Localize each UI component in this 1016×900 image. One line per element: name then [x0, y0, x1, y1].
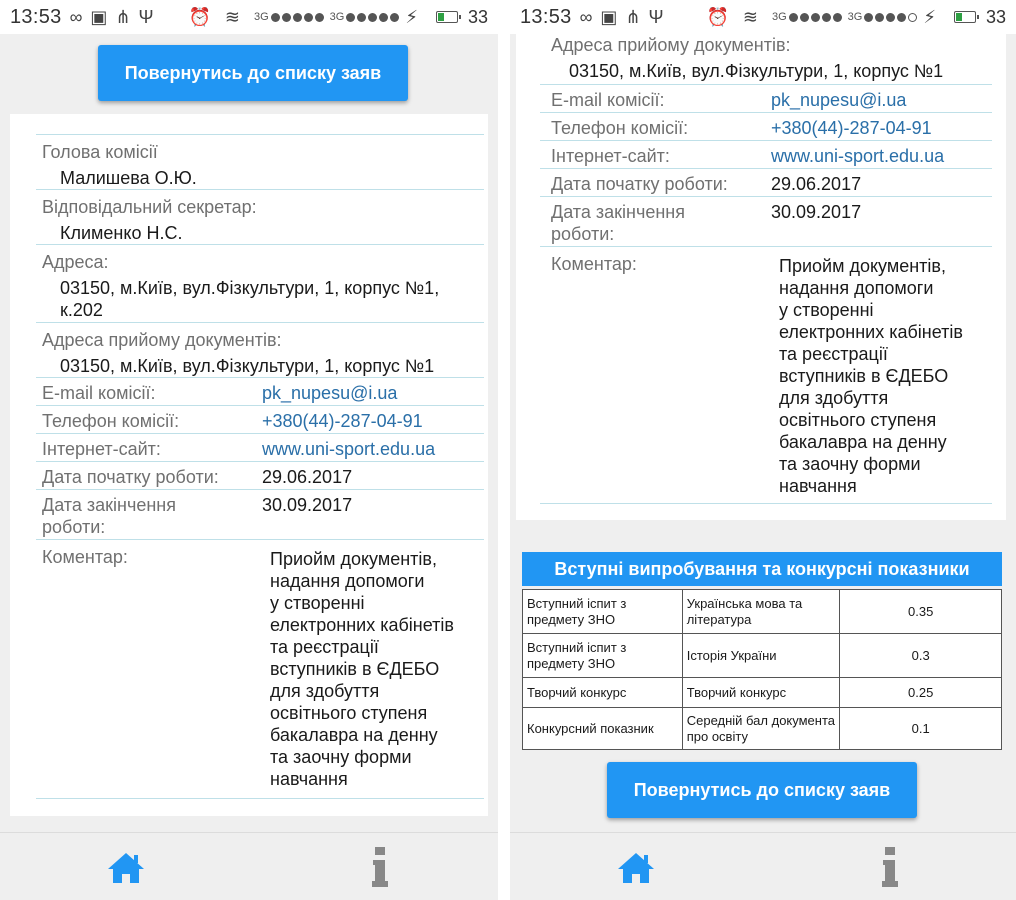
email-label: E-mail комісії:	[551, 90, 665, 110]
row-end-date	[36, 489, 484, 539]
bottom-nav	[510, 832, 1016, 900]
docs-address-label: Адреса прийому документів:	[551, 35, 791, 55]
signal-2	[330, 11, 400, 23]
status-time: 13:53	[10, 5, 62, 28]
comment-label: Коментар:	[551, 254, 637, 274]
address-label: Адреса:	[42, 252, 109, 272]
row-site	[540, 140, 992, 168]
signal-2	[848, 11, 918, 23]
exam-weight-cell: 0.1	[840, 708, 1002, 750]
site-label: Інтернет-сайт:	[42, 439, 161, 459]
commission-card-continued	[516, 34, 1006, 520]
signal-1	[772, 11, 842, 23]
start-date-value: 29.06.2017	[262, 467, 353, 487]
head-label: Голова комісії	[42, 142, 158, 162]
charging-icon: ⚡	[923, 7, 936, 27]
exam-type-cell: Творчий конкурс	[523, 678, 683, 708]
status-bar	[0, 0, 498, 34]
end-date-value: 30.09.2017	[262, 495, 353, 515]
comment-line: навчання	[270, 769, 348, 789]
comment-line: та реєстрації	[779, 344, 888, 364]
site-link[interactable]: www.uni-sport.edu.ua	[262, 439, 436, 459]
comment-line: надання допомоги	[779, 278, 934, 298]
email-link[interactable]: pk_nupesu@i.ua	[262, 383, 398, 403]
exam-weight-cell: 0.35	[840, 590, 1002, 634]
row-email	[540, 84, 992, 112]
row-email	[36, 377, 484, 405]
image-icon: ▣	[90, 7, 108, 27]
share-icon: ⋔	[115, 7, 131, 27]
exam-subject-cell: Середній бал документа про освіту	[682, 708, 840, 750]
comment-line: вступників в ЄДЕБО	[270, 659, 440, 679]
screen-left	[0, 0, 498, 900]
battery-icon	[954, 11, 976, 23]
secretary-label: Відповідальний секретар:	[42, 197, 257, 217]
battery-icon	[436, 11, 458, 23]
home-icon[interactable]	[106, 851, 146, 885]
secretary-value: Клименко Н.С.	[60, 223, 183, 243]
usb-icon: Ψ	[138, 7, 154, 27]
comment-line: та заочну форми	[779, 454, 921, 474]
alarm-icon: ⏰	[706, 7, 729, 27]
status-time: 13:53	[520, 5, 572, 28]
row-phone	[540, 112, 992, 140]
comment-line: надання допомоги	[270, 571, 425, 591]
infinity-icon: ∞	[69, 7, 83, 27]
address-value-line2: к.202	[60, 300, 103, 320]
phone-label: Телефон комісії:	[42, 411, 180, 431]
phone-label: Телефон комісії:	[551, 118, 689, 138]
end-date-label-line1: Дата закінчення	[42, 495, 176, 515]
start-date-value: 29.06.2017	[771, 174, 862, 194]
battery-level: 33	[985, 6, 1006, 27]
row-comment	[540, 246, 992, 504]
comment-value	[270, 548, 454, 790]
usb-icon: Ψ	[648, 7, 664, 27]
row-site	[36, 433, 484, 461]
site-link[interactable]: www.uni-sport.edu.ua	[771, 146, 945, 166]
comment-line: у створенні	[779, 300, 874, 320]
site-label: Інтернет-сайт:	[551, 146, 670, 166]
comment-line: для здобуття	[270, 681, 380, 701]
exam-subject-cell: Українська мова та література	[682, 590, 840, 634]
comment-line: для здобуття	[779, 388, 889, 408]
exam-subject-cell: Історія України	[682, 634, 840, 678]
back-to-list-button[interactable]: Повернутись до списку заяв	[607, 762, 917, 818]
exam-type-cell: Вступний іспит з предмету ЗНО	[523, 634, 683, 678]
exam-row	[523, 590, 1002, 634]
comment-line: освітнього ступеня	[270, 703, 428, 723]
row-address	[36, 244, 484, 322]
email-link[interactable]: pk_nupesu@i.ua	[771, 90, 907, 110]
network-type-1: 3G	[771, 11, 787, 23]
row-start-date	[36, 461, 484, 489]
docs-address-value: 03150, м.Київ, вул.Фізкультури, 1, корпус №1	[60, 356, 435, 376]
screen-divider	[498, 0, 510, 900]
comment-line: навчання	[779, 476, 857, 496]
exam-weight-cell: 0.3	[840, 634, 1002, 678]
comment-line: освітнього ступеня	[779, 410, 937, 430]
back-to-list-button[interactable]: Повернутись до списку заяв	[98, 45, 408, 101]
phone-link[interactable]: +380(44)-287-04-91	[771, 118, 932, 138]
docs-address-value: 03150, м.Київ, вул.Фізкультури, 1, корпус №1	[569, 61, 944, 81]
end-date-label-line1: Дата закінчення	[551, 202, 685, 222]
screen-right	[510, 0, 1016, 900]
network-type-1: 3G	[253, 11, 269, 23]
exam-row	[523, 708, 1002, 750]
share-icon: ⋔	[625, 7, 641, 27]
docs-address-label: Адреса прийому документів:	[42, 330, 282, 350]
alarm-icon: ⏰	[188, 7, 211, 27]
signal-1	[254, 11, 324, 23]
network-type-2: 3G	[847, 11, 863, 23]
exam-type-cell: Конкурсний показник	[523, 708, 683, 750]
exams-table	[522, 589, 1002, 750]
head-value: Малишева О.Ю.	[60, 168, 197, 188]
exam-row	[523, 678, 1002, 708]
exam-row	[523, 634, 1002, 678]
phone-link[interactable]: +380(44)-287-04-91	[262, 411, 423, 431]
comment-line: вступників в ЄДЕБО	[779, 366, 949, 386]
info-icon[interactable]	[370, 847, 390, 887]
comment-line: та заочну форми	[270, 747, 412, 767]
exams-title: Вступні випробування та конкурсні показники	[522, 552, 1002, 586]
comment-line: Приойм документів,	[270, 549, 437, 569]
home-icon[interactable]	[616, 851, 656, 885]
address-value-line1: 03150, м.Київ, вул.Фізкультури, 1, корпус №1,	[60, 278, 440, 298]
start-date-label: Дата початку роботи:	[551, 174, 728, 194]
exam-weight-cell: 0.25	[840, 678, 1002, 708]
row-docs-address	[540, 34, 992, 84]
comment-line: бакалавра на денну	[779, 432, 947, 452]
status-bar	[510, 0, 1016, 34]
info-icon[interactable]	[880, 847, 900, 887]
comment-line: Приойм документів,	[779, 256, 946, 276]
end-date-label-line2: роботи:	[551, 224, 615, 244]
comment-line: у створенні	[270, 593, 365, 613]
comment-value	[779, 255, 963, 497]
network-type-2: 3G	[329, 11, 345, 23]
start-date-label: Дата початку роботи:	[42, 467, 219, 487]
comment-line: електронних кабінетів	[270, 615, 454, 635]
row-phone	[36, 405, 484, 433]
row-comment	[36, 539, 484, 799]
comment-line: електронних кабінетів	[779, 322, 963, 342]
comment-label: Коментар:	[42, 547, 128, 567]
email-label: E-mail комісії:	[42, 383, 156, 403]
charging-icon: ⚡	[405, 7, 418, 27]
row-start-date	[540, 168, 992, 196]
row-docs-address	[36, 322, 484, 377]
row-secretary	[36, 189, 484, 244]
end-date-value: 30.09.2017	[771, 202, 862, 222]
bottom-nav	[0, 832, 498, 900]
image-icon: ▣	[600, 7, 618, 27]
wifi-icon: ≋	[224, 7, 240, 27]
end-date-label-line2: роботи:	[42, 517, 106, 537]
battery-level: 33	[467, 6, 488, 27]
exam-subject-cell: Творчий конкурс	[682, 678, 840, 708]
comment-line: та реєстрації	[270, 637, 379, 657]
wifi-icon: ≋	[742, 7, 758, 27]
row-end-date	[540, 196, 992, 246]
comment-line: бакалавра на денну	[270, 725, 438, 745]
infinity-icon: ∞	[579, 7, 593, 27]
exam-type-cell: Вступний іспит з предмету ЗНО	[523, 590, 683, 634]
commission-card	[10, 114, 488, 816]
row-head	[36, 134, 484, 189]
